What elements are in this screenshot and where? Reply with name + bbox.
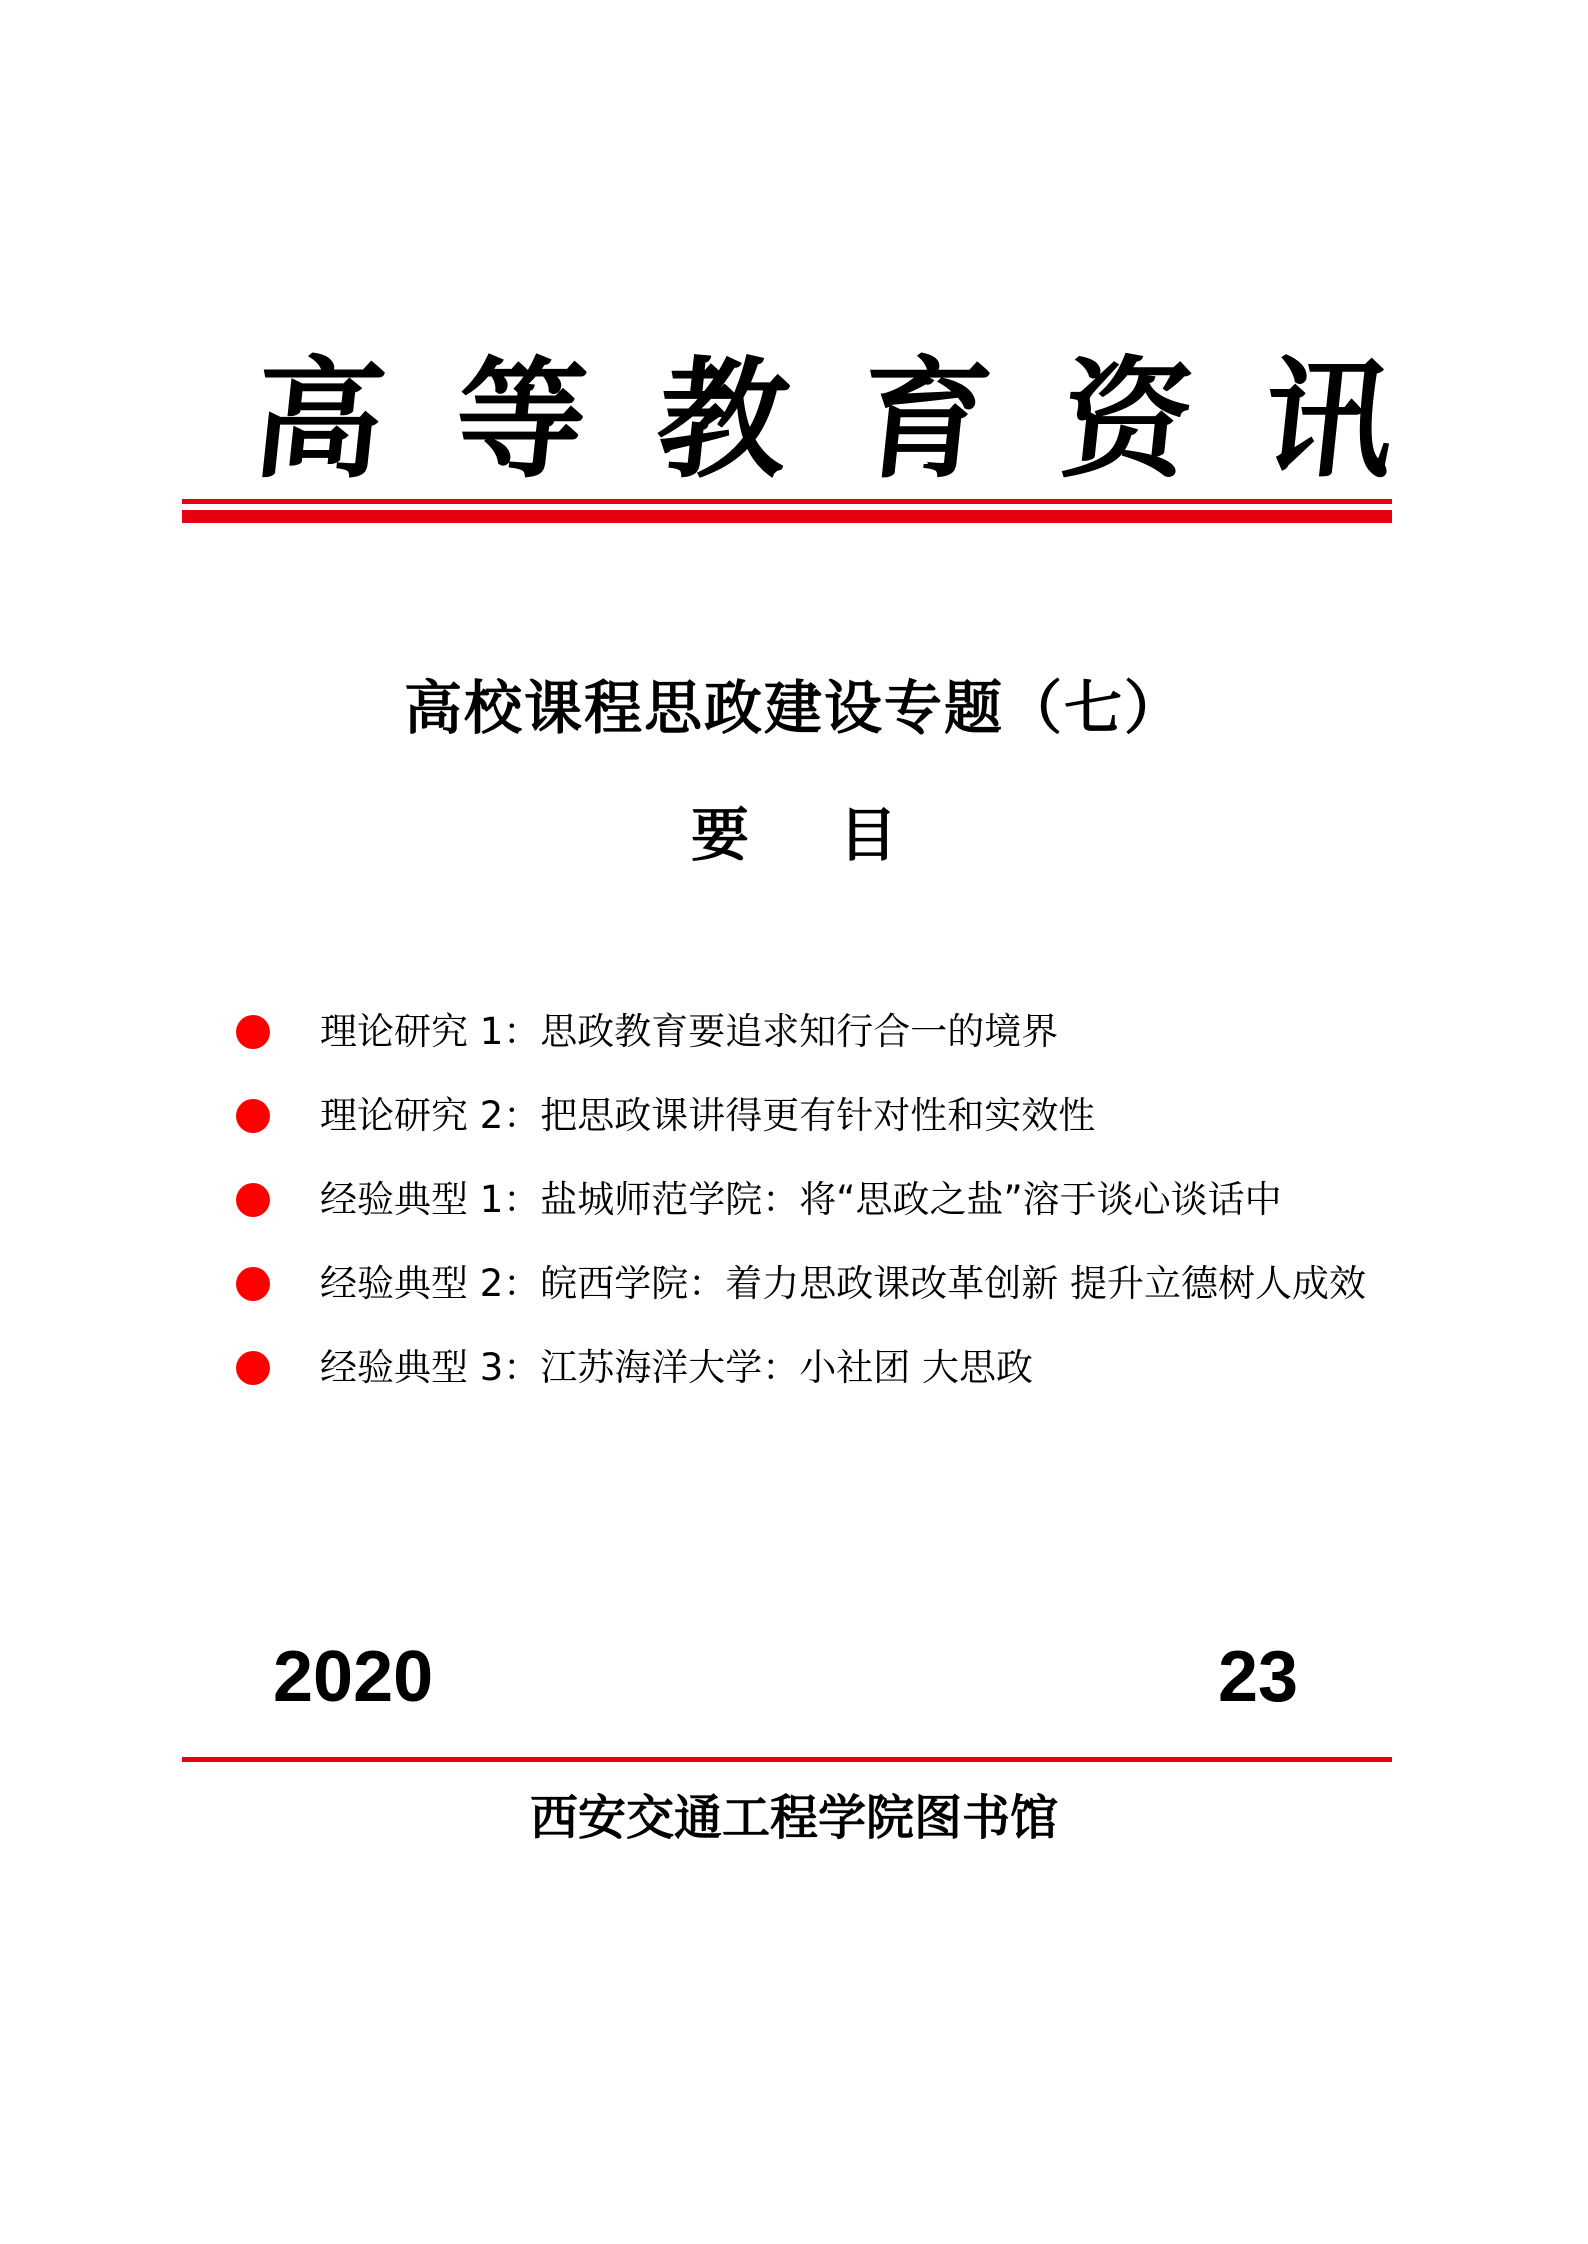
red-bullet-icon (236, 1351, 270, 1385)
toc-item (236, 1074, 1406, 1158)
red-bullet-icon (236, 1099, 270, 1133)
issue-year: 2020 (273, 1637, 434, 1717)
masthead-title: 高等教育资讯 (246, 343, 1475, 496)
toc-item (236, 1158, 1406, 1242)
red-bullet-icon (236, 1267, 270, 1301)
toc-item-text: 经验典型 2：皖西学院：着力思政课改革创新 提升立德树人成效 (320, 1262, 1367, 1305)
toc-item (236, 1242, 1406, 1326)
footer-rule (182, 1757, 1392, 1762)
toc-list (236, 990, 1406, 1410)
issue-topic-title: 高校课程思政建设专题（七） (403, 674, 1184, 742)
toc-item-text: 理论研究 1：思政教育要追求知行合一的境界 (320, 1010, 1059, 1053)
publisher-name: 西安交通工程学院图书馆 (529, 1790, 1058, 1846)
masthead-thick-rule (182, 510, 1392, 523)
red-bullet-icon (236, 1183, 270, 1217)
toc-item-text: 理论研究 2：把思政课讲得更有针对性和实效性 (320, 1094, 1096, 1137)
toc-item (236, 1326, 1406, 1410)
toc-item-text: 经验典型 3：江苏海洋大学：小社团 大思政 (320, 1346, 1034, 1389)
toc-item (236, 990, 1406, 1074)
toc-item-text: 经验典型 1：盐城师范学院：将“思政之盐”溶于谈心谈话中 (320, 1178, 1282, 1221)
red-bullet-icon (236, 1015, 270, 1049)
toc-heading: 要目 (690, 801, 987, 869)
issue-number: 23 (1218, 1637, 1299, 1717)
masthead-thin-rule (182, 499, 1392, 504)
